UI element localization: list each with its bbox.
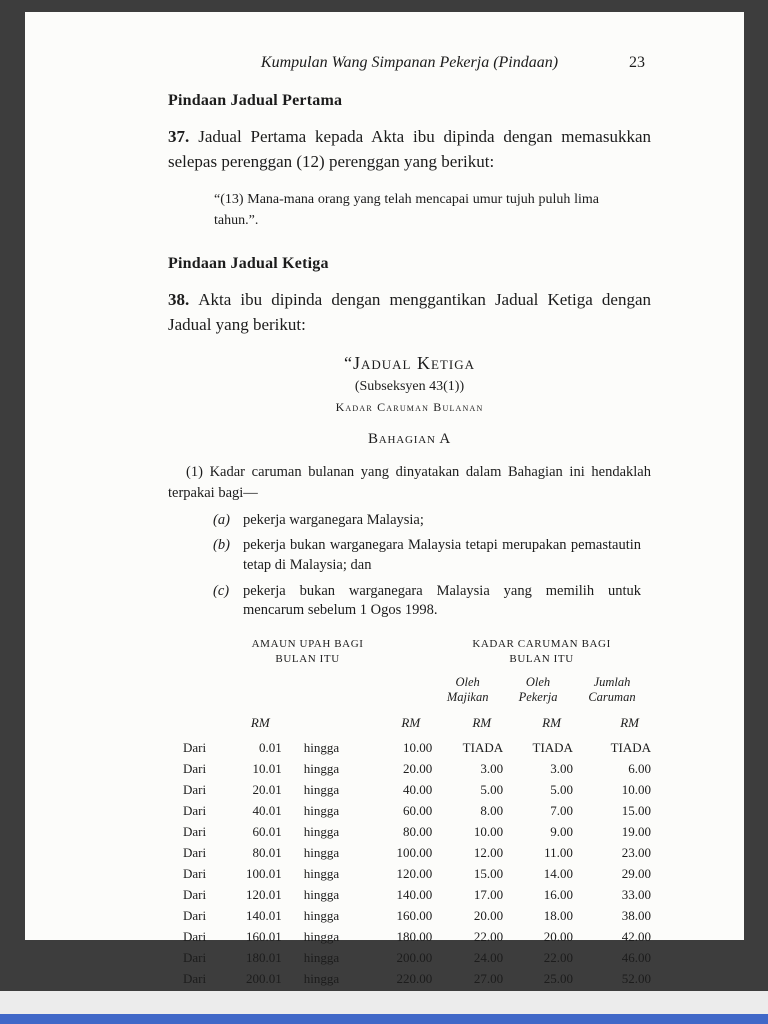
table-cell: 180.01 bbox=[245, 949, 282, 965]
group-header-rates bbox=[432, 635, 651, 673]
currency-label: RM bbox=[401, 715, 421, 731]
table-cell: 200.01 bbox=[245, 970, 282, 986]
table-cell: 20.00 bbox=[543, 928, 573, 944]
currency-label: RM bbox=[542, 715, 561, 731]
table-cell: hingga bbox=[303, 739, 340, 755]
inserted-paragraph-13: “(13) Mana-mana orang yang telah mencapai umur tujuh puluh lima tahun.”. bbox=[214, 192, 599, 228]
table-row bbox=[183, 863, 651, 884]
column-header-employee bbox=[503, 673, 573, 711]
clause-37-text: Jadual Pertama kepada Akta ibu dipinda dengan memasukkan selepas perenggan (12) perenggan yang berikut: bbox=[168, 127, 651, 172]
table-cell: 22.00 bbox=[543, 949, 573, 965]
table-cell: 100.00 bbox=[396, 844, 433, 860]
clause-37 bbox=[168, 124, 651, 174]
schedule-caption: Kadar Caruman Bulanan bbox=[335, 400, 484, 415]
table-cell: hingga bbox=[303, 802, 340, 818]
table-cell: Dari bbox=[183, 970, 207, 986]
table-cell: Dari bbox=[183, 739, 207, 755]
table-cell: 5.00 bbox=[480, 781, 504, 797]
document-page bbox=[25, 12, 744, 986]
table-row bbox=[183, 821, 651, 842]
table-cell: 10.01 bbox=[252, 760, 282, 776]
list-item-text: pekerja bukan warganegara Malaysia yang memilih untuk mencarum sebelum 1 Ogos 1998. bbox=[243, 582, 641, 619]
list-item-marker: (b) bbox=[213, 537, 230, 554]
table-cell: 7.00 bbox=[550, 802, 573, 818]
table-cell: 60.00 bbox=[402, 802, 433, 818]
table-cell: 120.00 bbox=[396, 865, 433, 881]
empty-header-cell bbox=[183, 673, 432, 711]
table-cell: 220.00 bbox=[396, 970, 433, 986]
list-item-marker: (a) bbox=[213, 511, 230, 528]
table-cell: 15.00 bbox=[621, 802, 651, 818]
table-cell: 38.00 bbox=[621, 907, 651, 923]
table-cell: hingga bbox=[303, 865, 340, 881]
table-cell: TIADA bbox=[532, 739, 573, 755]
table-cell: TIADA bbox=[610, 739, 651, 755]
running-title: Kumpulan Wang Simpanan Pekerja (Pindaan) bbox=[260, 54, 559, 71]
list-item-text: pekerja warganegara Malaysia; bbox=[243, 511, 424, 528]
table-cell: 33.00 bbox=[621, 886, 651, 902]
currency-label: RM bbox=[620, 715, 639, 731]
table-cell: 9.00 bbox=[550, 823, 573, 839]
list-item-text: pekerja bukan warganegara Malaysia tetapi merupakan pemastautin tetap di Malaysia; dan bbox=[243, 537, 641, 573]
table-cell: 40.00 bbox=[402, 781, 433, 797]
table-cell: 140.01 bbox=[245, 907, 282, 923]
table-cell: 160.00 bbox=[396, 907, 433, 923]
table-cell: 17.00 bbox=[473, 886, 504, 902]
column-header-employee-text: Oleh Pekerja bbox=[518, 675, 558, 705]
clause-38 bbox=[168, 287, 651, 337]
column-header-employer-text: Oleh Majikan bbox=[446, 675, 489, 705]
table-row bbox=[183, 947, 651, 968]
table-cell: 12.00 bbox=[473, 844, 504, 860]
table-cell: 20.00 bbox=[473, 907, 504, 923]
column-header-row bbox=[183, 673, 651, 711]
table-cell: 8.00 bbox=[480, 802, 504, 818]
lettered-list bbox=[168, 511, 651, 621]
column-header-employer bbox=[432, 673, 503, 711]
table-cell: 24.00 bbox=[473, 949, 504, 965]
list-item bbox=[168, 511, 651, 531]
page-content bbox=[25, 12, 744, 989]
clause-38-number: 38. bbox=[168, 289, 190, 309]
table-cell: 27.00 bbox=[473, 970, 504, 986]
table-cell: 180.00 bbox=[396, 928, 433, 944]
table-cell: hingga bbox=[303, 823, 340, 839]
scan-bottom-strip bbox=[0, 991, 768, 1014]
table-cell: Dari bbox=[183, 886, 207, 902]
table-cell: TIADA bbox=[462, 739, 504, 755]
table-cell: 3.00 bbox=[550, 760, 573, 776]
table-cell: 42.00 bbox=[621, 928, 651, 944]
clause-37-number: 37. bbox=[168, 127, 190, 146]
heading-first-schedule-amendment: Pindaan Jadual Pertama bbox=[168, 92, 343, 109]
group-header-rates-text: KADAR CARUMAN BAGI BULAN ITU bbox=[472, 638, 611, 665]
table-cell: 11.00 bbox=[544, 844, 573, 860]
table-cell: 18.00 bbox=[543, 907, 573, 923]
table-row bbox=[183, 800, 651, 821]
table-cell: 23.00 bbox=[621, 844, 651, 860]
table-cell: 140.00 bbox=[396, 886, 433, 902]
table-cell: 40.01 bbox=[252, 802, 282, 818]
list-item bbox=[168, 582, 651, 621]
empty-cell bbox=[282, 710, 357, 737]
table-cell: Dari bbox=[183, 865, 207, 881]
heading-third-schedule-amendment: Pindaan Jadual Ketiga bbox=[168, 254, 329, 272]
table-cell: 16.00 bbox=[543, 886, 573, 902]
part-a-heading: Bahagian A bbox=[367, 431, 452, 448]
table-cell: 120.01 bbox=[245, 886, 282, 902]
table-cell: hingga bbox=[303, 760, 340, 776]
table-header bbox=[183, 635, 651, 738]
table-cell: Dari bbox=[183, 928, 207, 944]
table-cell: hingga bbox=[303, 928, 340, 944]
table-cell: Dari bbox=[183, 949, 207, 965]
table-cell: Dari bbox=[183, 844, 207, 860]
empty-cell bbox=[183, 710, 224, 737]
group-header-wages bbox=[183, 635, 432, 673]
table-cell: 6.00 bbox=[628, 760, 651, 776]
table-cell: 160.01 bbox=[245, 928, 282, 944]
table-cell: Dari bbox=[183, 823, 207, 839]
table-cell: hingga bbox=[303, 949, 340, 965]
table-cell: 200.00 bbox=[396, 949, 433, 965]
table-cell: 29.00 bbox=[621, 865, 651, 881]
table-cell: hingga bbox=[303, 781, 340, 797]
currency-label: RM bbox=[472, 715, 492, 731]
currency-row bbox=[183, 710, 651, 737]
table-cell: 100.01 bbox=[245, 865, 282, 881]
scan-bottom-bar bbox=[0, 1014, 768, 1024]
table-cell: 20.00 bbox=[402, 760, 433, 776]
table-cell: hingga bbox=[303, 886, 340, 902]
table-row bbox=[183, 905, 651, 926]
table-row bbox=[183, 968, 651, 989]
schedule-title: “Jadual Ketiga bbox=[344, 353, 475, 374]
table-cell: 46.00 bbox=[621, 949, 651, 965]
table-cell: Dari bbox=[183, 907, 207, 923]
table-cell: 19.00 bbox=[621, 823, 651, 839]
table-row bbox=[183, 737, 651, 758]
table-row bbox=[183, 842, 651, 863]
column-header-total-text: Jumlah Caruman bbox=[588, 675, 636, 705]
list-item bbox=[168, 536, 651, 575]
table-cell: 15.00 bbox=[473, 865, 504, 881]
table-cell: 5.00 bbox=[550, 781, 573, 797]
table-cell: 3.00 bbox=[480, 760, 504, 776]
table-cell: 20.01 bbox=[252, 781, 282, 797]
table-cell: 10.00 bbox=[621, 781, 651, 797]
table-row bbox=[183, 779, 651, 800]
table-cell: 22.00 bbox=[473, 928, 504, 944]
table-cell: 52.00 bbox=[621, 970, 651, 986]
table-row bbox=[183, 884, 651, 905]
part-a-intro: (1) Kadar caruman bulanan yang dinyatakan dalam Bahagian ini hendaklah terpakai bagi— bbox=[168, 464, 651, 501]
table-cell: hingga bbox=[303, 844, 340, 860]
table-row bbox=[183, 758, 651, 779]
currency-label: RM bbox=[250, 715, 270, 731]
wage-table-body bbox=[183, 737, 651, 989]
table-cell: Dari bbox=[183, 781, 207, 797]
table-cell: 14.00 bbox=[543, 865, 573, 881]
table-cell: 10.00 bbox=[402, 739, 433, 755]
table-cell: 0.01 bbox=[258, 739, 282, 755]
table-cell: 10.00 bbox=[473, 823, 504, 839]
table-cell: 25.00 bbox=[543, 970, 573, 986]
group-header-row bbox=[183, 635, 651, 673]
group-header-wages-text: AMAUN UPAH BAGI BULAN ITU bbox=[251, 638, 364, 665]
table-cell: Dari bbox=[183, 802, 207, 818]
table-row bbox=[183, 926, 651, 947]
table-cell: 80.01 bbox=[252, 844, 282, 860]
column-header-total bbox=[573, 673, 651, 711]
table-cell: Dari bbox=[183, 760, 207, 776]
page-number: 23 bbox=[629, 54, 645, 71]
schedule-subsection: (Subseksyen 43(1)) bbox=[354, 379, 465, 395]
running-header bbox=[168, 54, 651, 74]
clause-38-text: Akta ibu dipinda dengan menggantikan Jadual Ketiga dengan Jadual yang berikut: bbox=[168, 289, 651, 335]
list-item-marker: (c) bbox=[213, 582, 230, 599]
table-cell: hingga bbox=[303, 970, 340, 986]
table-cell: 80.00 bbox=[402, 823, 433, 839]
table-cell: 60.01 bbox=[252, 823, 282, 839]
contribution-rate-table bbox=[183, 635, 651, 990]
table-cell: hingga bbox=[303, 907, 340, 923]
